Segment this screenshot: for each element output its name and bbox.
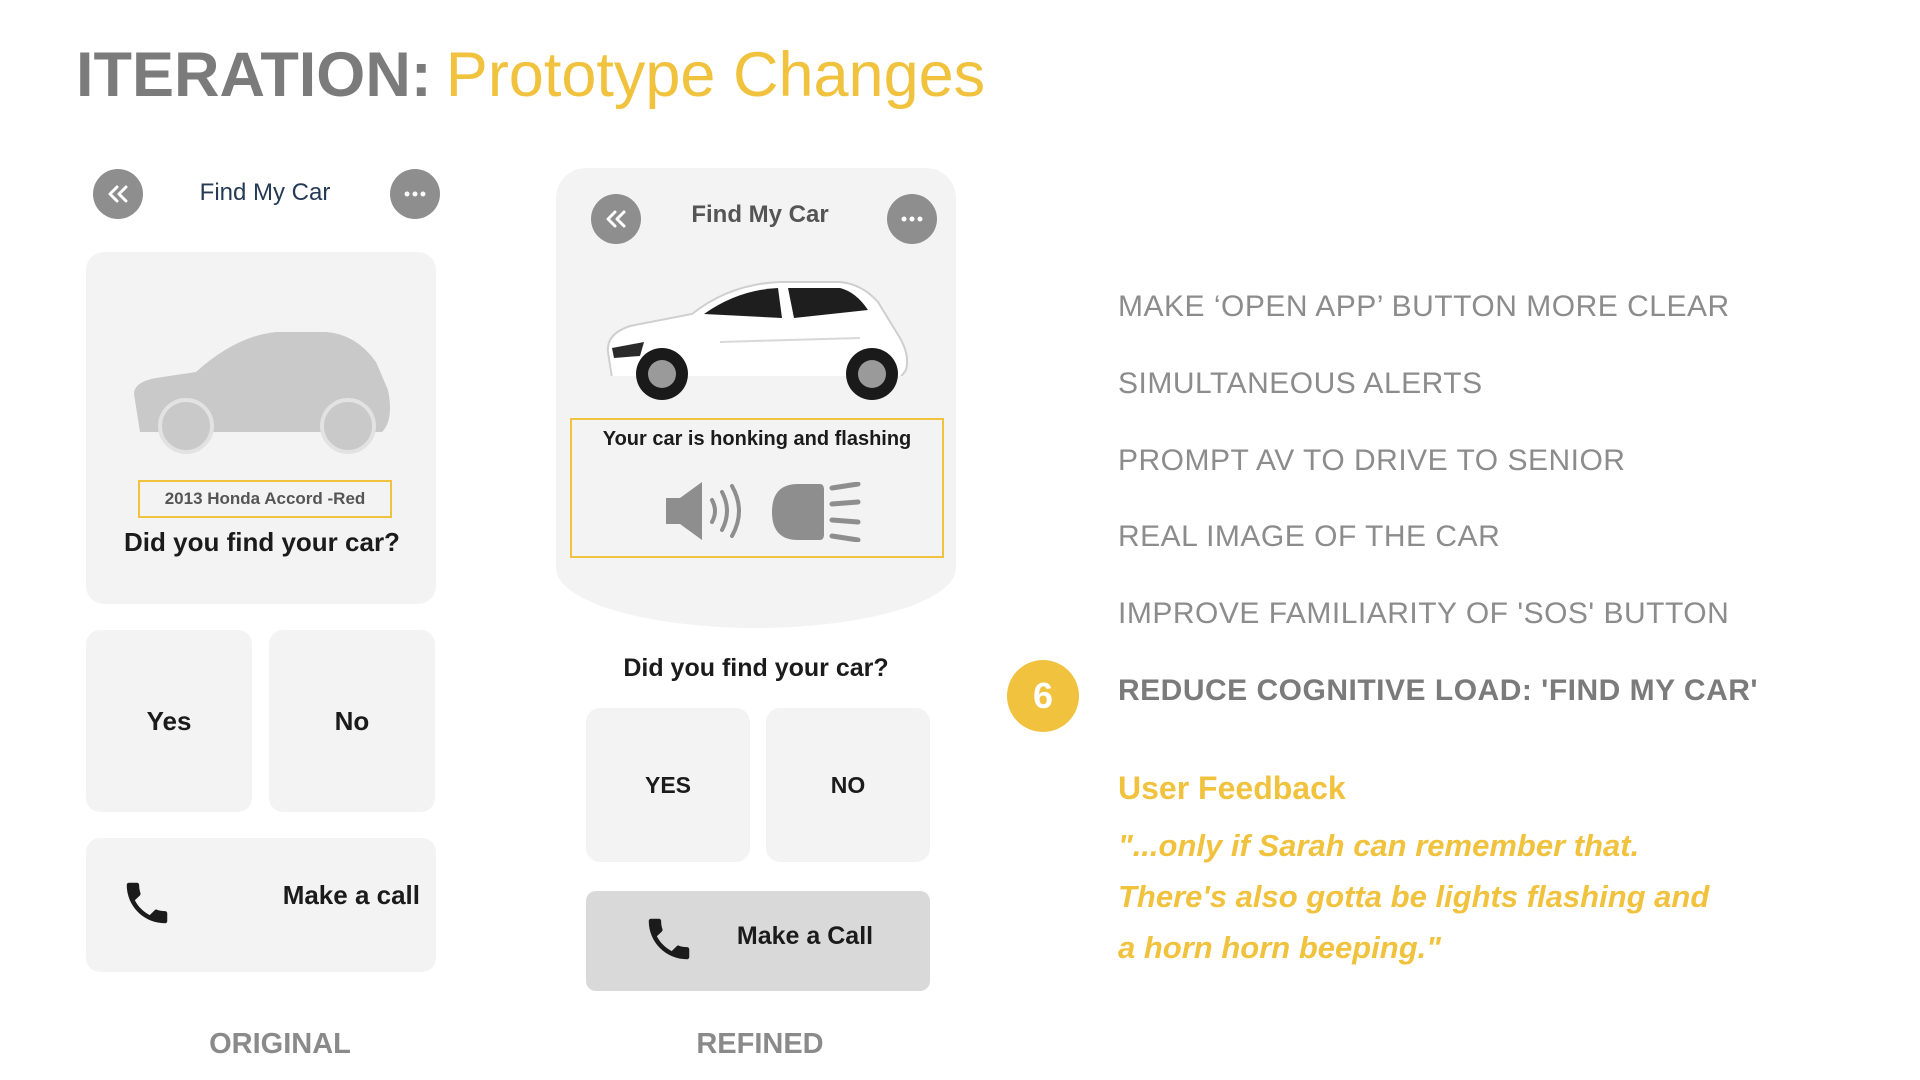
- make-call-label: Make a call: [282, 880, 420, 910]
- car-silhouette-icon: [126, 322, 398, 456]
- phone-icon: [642, 912, 696, 966]
- speaker-icon: [664, 480, 748, 542]
- header-title: Find My Car: [691, 201, 829, 228]
- headlight-icon: [768, 482, 862, 542]
- car-model-label: 2013 Honda Accord -Red: [138, 480, 392, 518]
- feedback-quote-line: There's also gotta be lights flashing and: [1118, 879, 1710, 914]
- phone-icon: [120, 876, 174, 930]
- no-button[interactable]: NO: [766, 708, 930, 862]
- change-item: PROMPT AV TO DRIVE TO SENIOR: [1118, 444, 1626, 477]
- back-button[interactable]: [591, 194, 641, 244]
- alert-text: Your car is honking and flashing: [602, 428, 912, 450]
- change-item: SIMULTANEOUS ALERTS: [1118, 367, 1483, 400]
- change-item: REAL IMAGE OF THE CAR: [1118, 520, 1501, 553]
- find-car-question: Did you find your car?: [124, 527, 400, 557]
- make-call-label: Make a Call: [736, 922, 874, 950]
- more-button[interactable]: [887, 194, 937, 244]
- feedback-heading: User Feedback: [1118, 770, 1346, 806]
- no-button[interactable]: No: [269, 630, 435, 812]
- header-title: Find My Car: [199, 179, 331, 206]
- title-light: Prototype Changes: [445, 40, 986, 110]
- step-number-badge: 6: [1007, 660, 1079, 732]
- change-item: MAKE ‘OPEN APP’ BUTTON MORE CLEAR: [1118, 290, 1730, 323]
- car-photo: [600, 278, 916, 402]
- ellipsis-icon: [404, 191, 426, 197]
- change-item-active: REDUCE COGNITIVE LOAD: 'FIND MY CAR': [1118, 674, 1759, 707]
- more-button[interactable]: [390, 169, 440, 219]
- yes-button[interactable]: Yes: [86, 630, 252, 812]
- title-bold: ITERATION:: [76, 40, 432, 110]
- change-item: IMPROVE FAMILIARITY OF 'SOS' BUTTON: [1118, 597, 1730, 630]
- double-chevron-left-icon: [604, 209, 628, 229]
- feedback-quote: [1118, 820, 1818, 973]
- feedback-quote-line: a horn horn beeping.": [1118, 930, 1441, 965]
- yes-button[interactable]: YES: [586, 708, 750, 862]
- ellipsis-icon: [901, 216, 923, 222]
- caption-refined: REFINED: [696, 1028, 824, 1060]
- feedback-quote-line: "...only if Sarah can remember that.: [1118, 828, 1640, 863]
- double-chevron-left-icon: [106, 184, 130, 204]
- caption-original: ORIGINAL: [209, 1028, 351, 1060]
- back-button[interactable]: [93, 169, 143, 219]
- slide-title: [76, 38, 985, 112]
- find-car-question: Did you find your car?: [623, 654, 889, 682]
